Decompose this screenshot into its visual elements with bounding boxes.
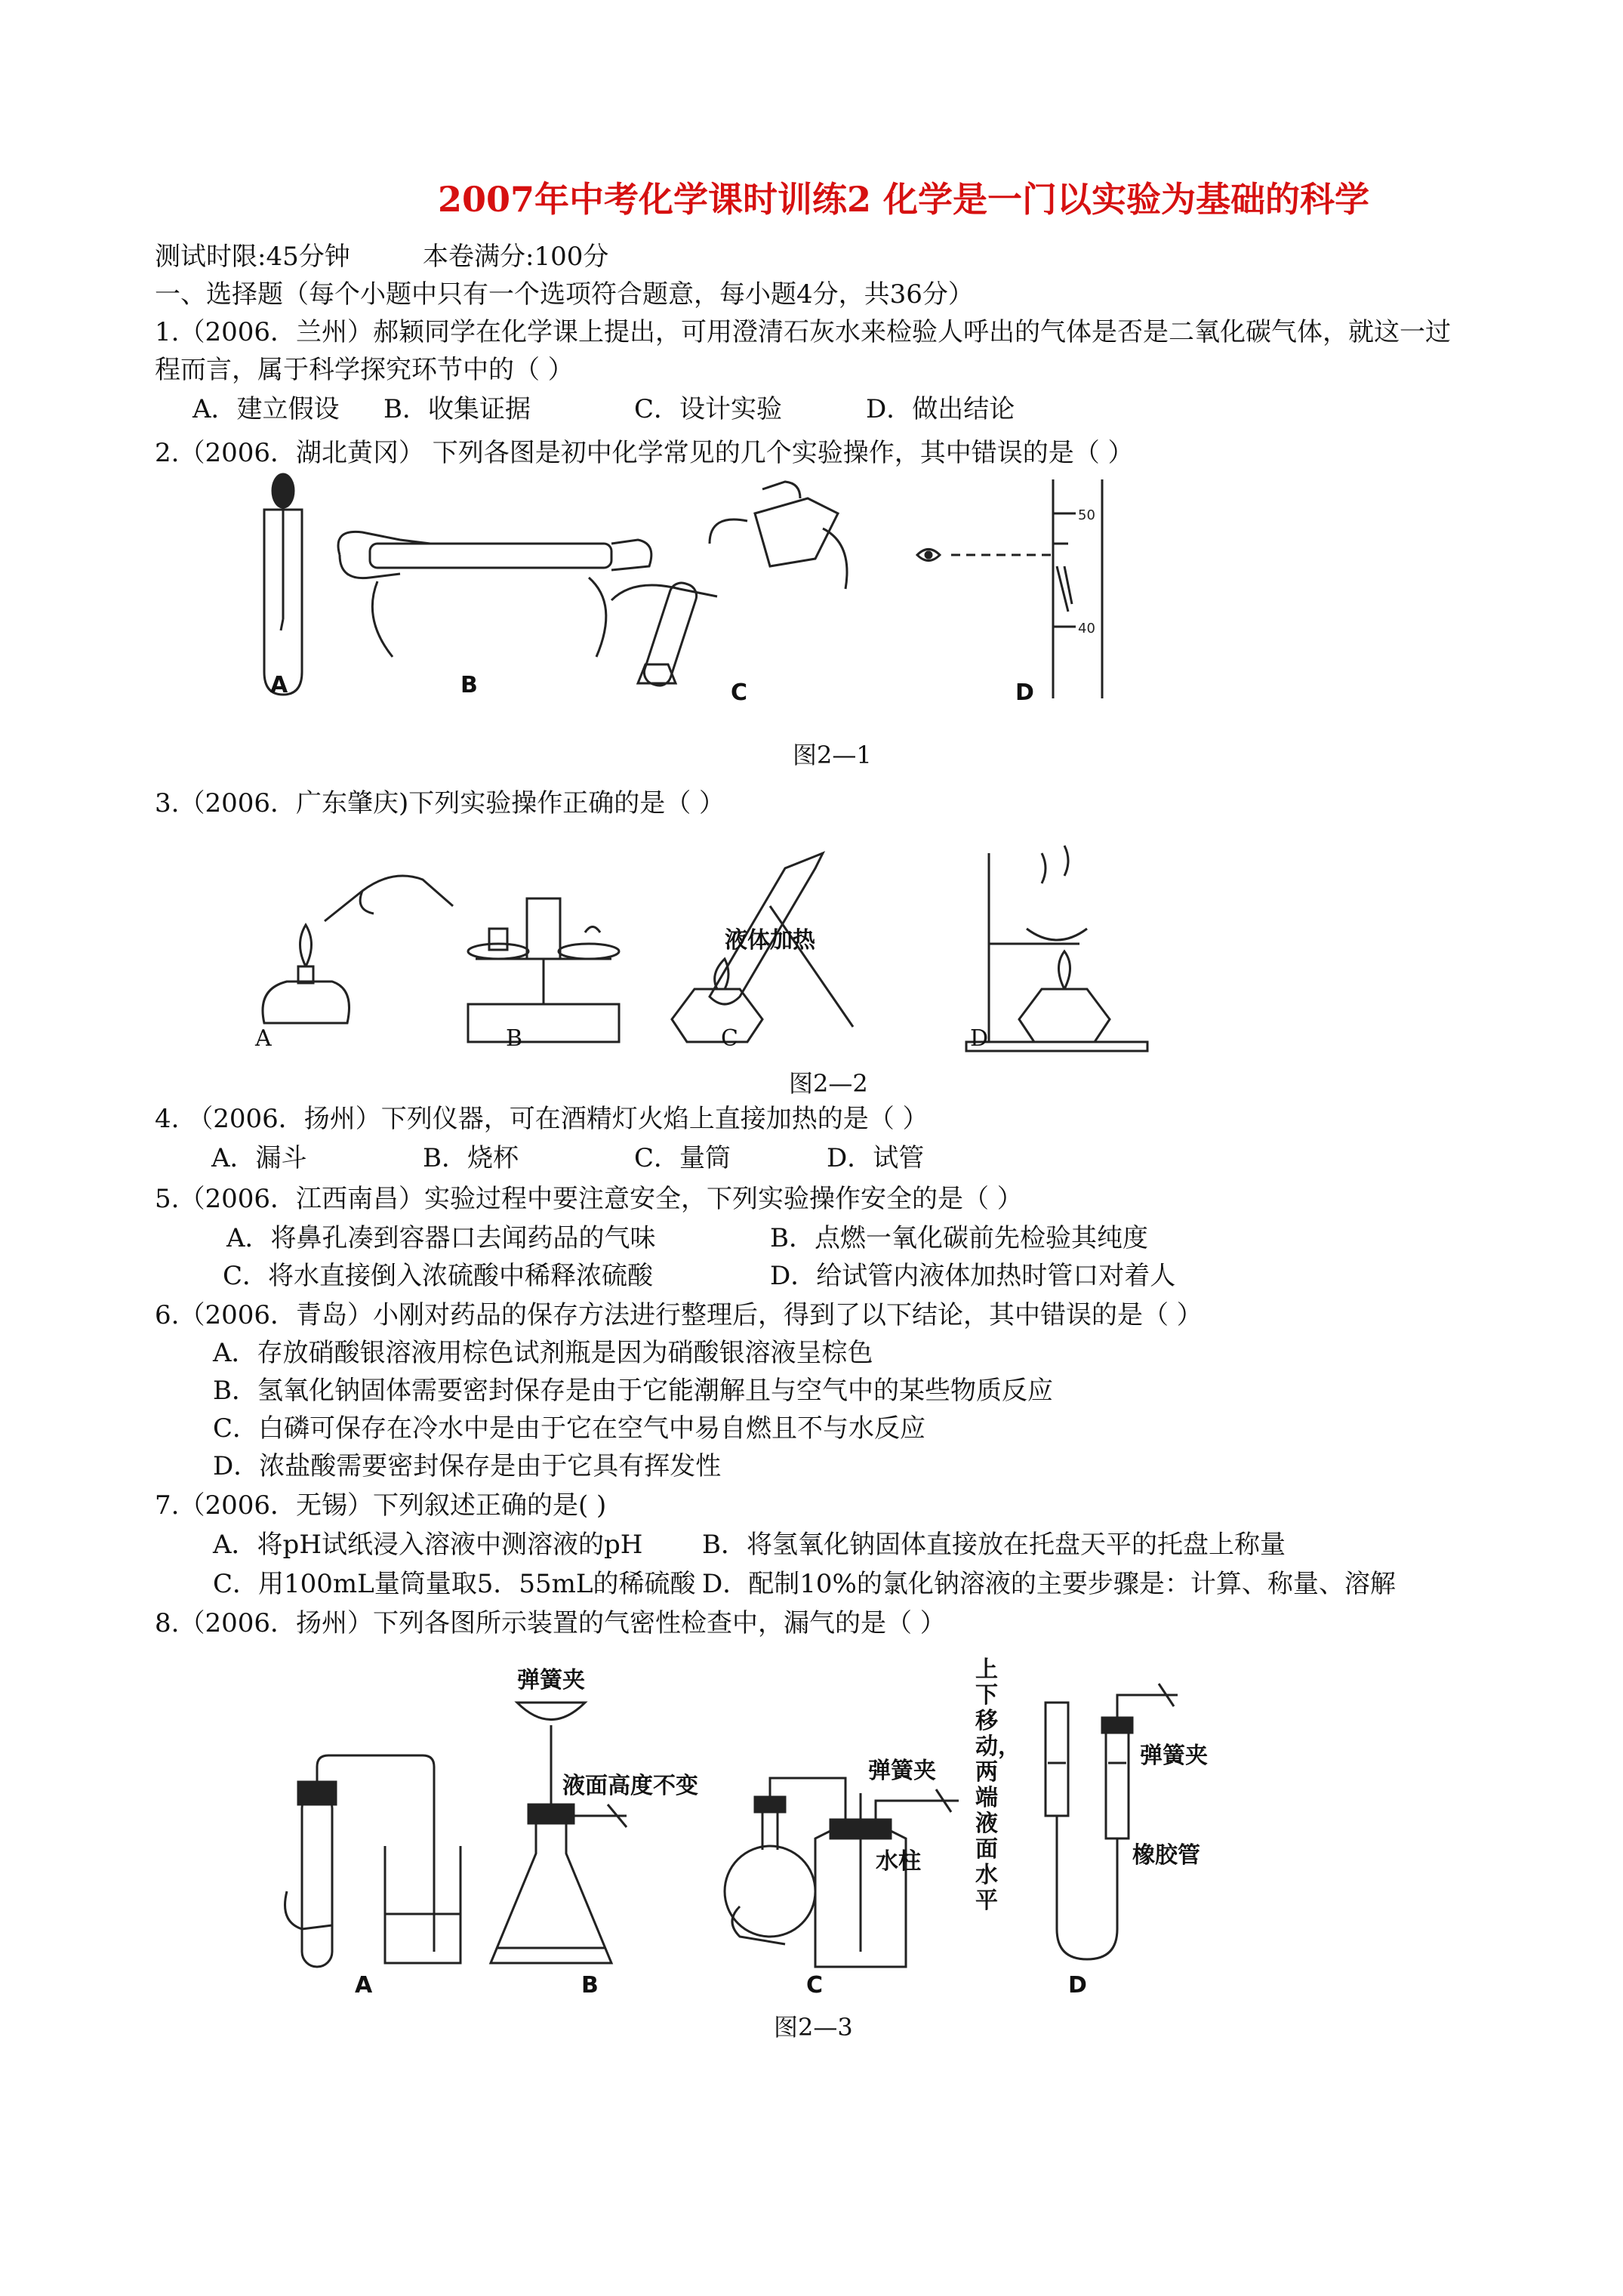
q4-option-d: D．试管	[827, 1143, 925, 1173]
spring-clip-label-d: 弹簧夹	[1140, 1743, 1208, 1769]
fig3-label-a: A	[355, 1972, 373, 1999]
test-tube-beaker-drawing	[285, 1755, 461, 1967]
fig1-label-a: A	[270, 672, 288, 698]
lamp-lighting-drawing	[263, 876, 453, 1023]
q1-option-a: A．建立假设	[192, 394, 340, 424]
q4-option-c: C．量筒	[634, 1143, 731, 1173]
fig1-label-c: C	[731, 680, 748, 706]
rubber-tube-label: 橡胶管	[1132, 1842, 1200, 1869]
level-unchanged-label: 液面高度不变	[562, 1773, 698, 1799]
q1-option-d: D．做出结论	[866, 394, 1015, 424]
q1-option-c: C．设计实验	[634, 394, 783, 424]
vertical-note: 上下移动，两端液面水平	[975, 1657, 1021, 1914]
spring-clip-label-b: 弹簧夹	[517, 1667, 585, 1693]
fig3-label-c: C	[806, 1972, 824, 1999]
section-heading: 一、选择题（每个小题中只有一个选项符合题意，每小题4分，共36分）	[155, 279, 974, 310]
full-score: 本卷满分:100分	[423, 242, 609, 272]
q2-text: 2.（2006．湖北黄冈） 下列各图是初中化学常见的几个实验操作，其中错误的是（ ）	[155, 438, 1134, 468]
cylinder-mark-50: 50	[1078, 507, 1095, 523]
q7-option-c: C．用100mL量筒量取5．55mL的稀硫酸	[213, 1569, 696, 1599]
q1-line1: 1.（2006．兰州）郝颖同学在化学课上提出，可用澄清石灰水来检验人呼出的气体是否是二氧化碳气体，就这一过	[155, 317, 1451, 347]
fig3-label-b: B	[581, 1972, 599, 1999]
q6-option-b: B．氢氧化钠固体需要密封保存是由于它能潮解且与空气中的某些物质反应	[213, 1376, 1053, 1406]
dropper-in-tube-drawing	[264, 474, 302, 695]
q8-text: 8.（2006．扬州）下列各图所示装置的气密性检查中，漏气的是（ ）	[155, 1608, 946, 1638]
cylinder-mark-40: 40	[1078, 621, 1095, 636]
q7-text: 7.（2006．无锡）下列叙述正确的是( )	[155, 1490, 607, 1521]
document-title: 2007年中考化学课时训练2 化学是一门以实验为基础的科学	[438, 179, 1370, 220]
spring-clip-label-c: 弹簧夹	[868, 1758, 936, 1784]
q4-option-b: B．烧杯	[423, 1143, 519, 1173]
u-tube-drawing	[1046, 1684, 1178, 1959]
q7-option-b: B．将氢氧化钠固体直接放在托盘天平的托盘上称量	[702, 1530, 1286, 1560]
q5-text: 5.（2006．江西南昌）实验过程中要注意安全，下列实验操作安全的是（ ）	[155, 1184, 1023, 1214]
q1-line2: 程而言，属于科学探究环节中的（ ）	[155, 355, 574, 385]
time-limit: 测试时限:45分钟	[155, 242, 350, 272]
fig2-label-b: B	[506, 1025, 523, 1052]
water-column-label: 水柱	[876, 1848, 921, 1875]
q3-text: 3.（2006．广东肇庆)下列实验操作正确的是（ ）	[155, 788, 725, 818]
q5-option-d: D．给试管内液体加热时管口对着人	[770, 1261, 1176, 1291]
q5-option-c: C．将水直接倒入浓硫酸中稀释浓硫酸	[223, 1261, 654, 1291]
fig3-label-d: D	[1068, 1972, 1087, 1999]
fig1-label-d: D	[1015, 680, 1034, 706]
fig2-label-d: D	[970, 1025, 989, 1052]
fig2-label-c: C	[721, 1025, 738, 1052]
q6-option-c: C．白磷可保存在冷水中是由于它在空气中易自燃且不与水反应	[213, 1413, 926, 1444]
q6-text: 6.（2006．青岛）小刚对药品的保存方法进行整理后，得到了以下结论，其中错误的是（ ）	[155, 1300, 1203, 1330]
q5-option-a: A．将鼻孔凑到容器口去闻药品的气味	[226, 1223, 656, 1253]
q7-option-a: A．将pH试纸浸入溶液中测溶液的pH	[213, 1530, 643, 1560]
figure-2-2-caption: 图2—2	[789, 1069, 868, 1098]
fig2-label-a: A	[255, 1025, 272, 1052]
fig1-label-b: B	[460, 672, 478, 698]
q4-option-a: A．漏斗	[211, 1143, 307, 1173]
flask-bottle-drawing	[725, 1778, 959, 1967]
evaporating-dish-drawing	[966, 846, 1147, 1051]
q7-option-d: D．配制10%的氯化钠溶液的主要步骤是：计算、称量、溶解	[702, 1569, 1396, 1599]
figure-2-1	[226, 468, 1208, 717]
q6-option-a: A．存放硝酸银溶液用棕色试剂瓶是因为硝酸银溶液呈棕色	[213, 1338, 873, 1368]
pouring-liquid-drawing	[611, 482, 847, 689]
heating-liquid-label: 液体加热	[725, 927, 815, 954]
q1-option-b: B．收集证据	[383, 394, 531, 424]
figure-2-2	[242, 838, 1185, 1057]
q4-text: 4. （2006．扬州）下列仪器，可在酒精灯火焰上直接加热的是（ ）	[155, 1104, 929, 1134]
reading-cylinder-drawing	[917, 479, 1102, 698]
figure-2-1-caption: 图2—1	[793, 741, 872, 769]
figure-2-3	[272, 1665, 1298, 1997]
funnel-flask-drawing	[491, 1703, 627, 1963]
balance-drawing	[468, 898, 619, 1042]
q6-option-d: D．浓盐酸需要密封保存是由于它具有挥发性	[213, 1451, 722, 1481]
q5-option-b: B．点燃一氧化碳前先检验其纯度	[770, 1223, 1148, 1253]
figure-2-3-caption: 图2—3	[774, 2013, 853, 2042]
tube-shaking-drawing	[338, 532, 651, 657]
